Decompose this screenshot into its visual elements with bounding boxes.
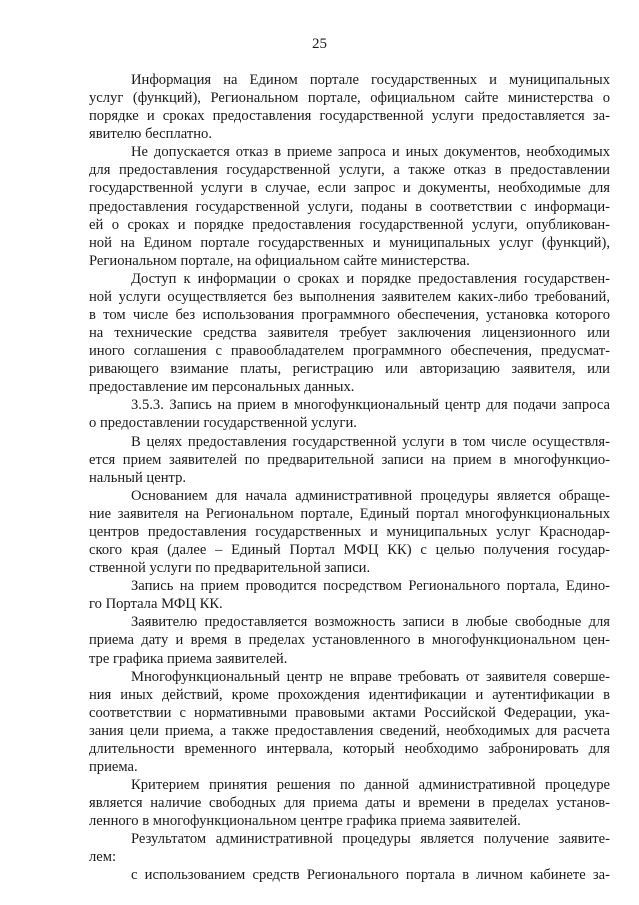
text-line: ется прием заявителей по предварительной записи на прием в многофункцио-	[89, 451, 610, 468]
text-line: зания цели приема, а также предоставления сведений, необходимых для расчета	[89, 722, 610, 739]
text-line: Информация на Едином портале государственных и муниципальных	[131, 72, 610, 88]
text-line: Основанием для начала административной процедуры является обраще-	[131, 487, 610, 504]
text-line: Заявителю предоставляется возможность записи в любые свободные для	[131, 614, 610, 631]
text-line: о предоставлении государственной услуги.	[89, 415, 357, 432]
text-line: иного соглашения с правообладателем программного обеспечения, предусмат-	[89, 343, 610, 360]
text-line: ей о сроках и порядке предоставления государственной услуги, опубликован-	[89, 216, 610, 233]
text-line: Многофункциональный центр не вправе требовать от заявителя соверше-	[131, 668, 610, 685]
text-line: ленного в многофункциональном центре графика приема заявителей.	[89, 813, 521, 830]
text-line: В целях предоставления государственной услуги в том числе осуществля-	[131, 433, 610, 450]
text-line: тре графика приема заявителей.	[89, 650, 288, 667]
text-line: с использованием средств Регионального портала в личном кабинете за-	[131, 867, 610, 884]
text-line: явителю бесплатно.	[89, 126, 212, 143]
text-line: Результатом административной процедуры является получение заявите-	[131, 831, 610, 848]
body-text	[89, 71, 610, 885]
text-line: Региональном портале, на официальном сайте министерства.	[89, 252, 470, 269]
text-line: Доступ к информации о сроках и порядке предоставления государствен-	[131, 270, 610, 287]
text-line: является наличие свободных для приема даты и времени в пределах установ-	[89, 795, 610, 812]
text-line: ной услуги осуществляется без выполнения заявителем каких-либо требований,	[89, 288, 610, 305]
text-line: соответствии с нормативными правовыми актами Российской Федерации, ука-	[89, 704, 610, 721]
text-line: предоставление им персональных данных.	[89, 379, 355, 396]
text-line: 3.5.3. Запись на прием в многофункциональный центр для подачи запроса	[131, 397, 610, 414]
text-line: ние заявителя на Региональном портале, Единый портал многофункциональных	[89, 505, 610, 522]
text-line: предоставления государственной услуги, поданы в соответствии с информаци-	[89, 198, 610, 215]
text-line: ского края (далее – Единый Портал МФЦ КК) с целью получения государ-	[89, 542, 610, 559]
text-line: Не допускается отказ в приеме запроса и иных документов, необходимых	[131, 144, 610, 161]
page-number: 25	[312, 36, 327, 52]
text-line: нальный центр.	[89, 469, 187, 486]
text-line: Критерием принятия решения по данной административной процедуре	[131, 777, 610, 794]
text-line: ривающего взимание платы, регистрацию или авторизацию заявителя, или	[89, 361, 610, 378]
text-line: ственной услуги по предварительной записи.	[89, 560, 371, 577]
text-line: порядке и сроках предоставления государственной услуги предоставляется за-	[89, 108, 610, 125]
text-line: приема дату и время в пределах установленного в многофункциональном цен-	[89, 632, 610, 649]
text-line: для предоставления государственной услуги, а также отказ в предоставлении	[89, 162, 610, 179]
text-line: Запись на прием проводится посредством Регионального портала, Едино-	[131, 578, 610, 595]
text-line: государственной услуги в случае, если запрос и документы, необходимые для	[89, 180, 610, 197]
text-line: на технические средства заявителя требует заключения лицензионного или	[89, 325, 610, 342]
text-line: услуг (функций), Региональном портале, официальном сайте министерства о	[89, 90, 610, 107]
text-line: ной на Едином портале государственных и муниципальных услуг (функций),	[89, 234, 610, 251]
text-line: го Портала МФЦ КК.	[89, 596, 223, 613]
text-line: центров предоставления государственных и муниципальных услуг Краснодар-	[89, 523, 610, 540]
text-line: длительности временного интервала, который необходимо забронировать для	[89, 740, 610, 757]
text-line: в том числе без использования программного обеспечения, установка которого	[89, 307, 610, 324]
text-line: лем:	[89, 849, 117, 866]
text-line: приема.	[89, 758, 138, 775]
text-line: ния иных действий, кроме прохождения идентификации и аутентификации в	[89, 686, 610, 703]
